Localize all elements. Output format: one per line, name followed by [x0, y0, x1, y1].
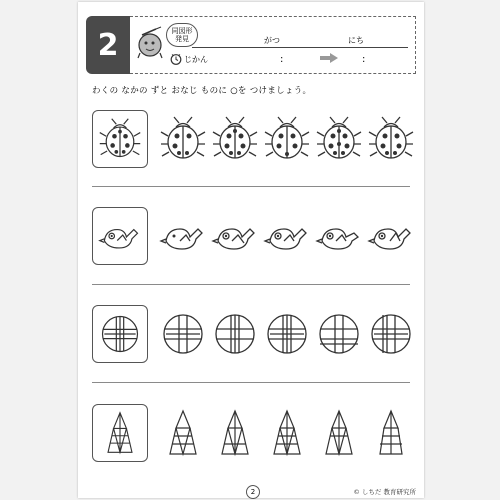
question-row-grid-circle [92, 305, 410, 365]
topic-badge-line1: 同図形 [171, 27, 193, 35]
month-label: がつ [264, 36, 280, 45]
ladybug-icon [366, 114, 416, 164]
question-row-bird [92, 207, 410, 267]
choice-tower-5[interactable] [366, 408, 416, 458]
choice-bird-4[interactable] [314, 211, 364, 261]
time-label: じかん [184, 55, 208, 64]
reference-frame [92, 404, 148, 462]
header-panel [130, 16, 416, 74]
bird-icon [314, 211, 364, 261]
choice-bird-3[interactable] [262, 211, 312, 261]
page-number: 2 [246, 485, 260, 499]
worksheet-header [86, 16, 416, 74]
reference-frame [92, 207, 148, 265]
bird-icon [97, 212, 143, 260]
worksheet-page [78, 2, 424, 498]
grid-circle-icon [210, 309, 260, 359]
grid-circle-icon [366, 309, 416, 359]
lesson-number: 2 [86, 16, 130, 74]
clock-icon [170, 53, 182, 65]
grid-circle-icon [158, 309, 208, 359]
ladybug-icon [314, 114, 364, 164]
choice-ladybug-2[interactable] [210, 114, 260, 164]
ladybug-icon [210, 114, 260, 164]
topic-badge-line2: 発見 [175, 35, 189, 43]
choice-ladybug-5[interactable] [366, 114, 416, 164]
choice-tower-3[interactable] [262, 408, 312, 458]
choice-tower-1[interactable] [158, 408, 208, 458]
reference-frame [92, 305, 148, 363]
reference-frame [92, 110, 148, 168]
choice-bird-5[interactable] [366, 211, 416, 261]
time-colon-1: : [280, 54, 284, 65]
mascot-icon [136, 25, 164, 59]
tower-icon [210, 408, 260, 458]
choice-ladybug-4[interactable] [314, 114, 364, 164]
day-label: にち [348, 36, 364, 45]
tower-icon [262, 408, 312, 458]
tower-icon [97, 409, 143, 457]
row-divider [92, 382, 410, 383]
choice-grid-circle-5[interactable] [366, 309, 416, 359]
row-divider [92, 186, 410, 187]
question-row-tower [92, 404, 410, 464]
choice-grid-circle-2[interactable] [210, 309, 260, 359]
copyright-text: © しちだ 教育研究所 [353, 488, 416, 496]
ladybug-icon [97, 115, 143, 163]
choice-ladybug-1[interactable] [158, 114, 208, 164]
ladybug-icon [158, 114, 208, 164]
choice-tower-2[interactable] [210, 408, 260, 458]
tower-icon [366, 408, 416, 458]
grid-circle-icon [262, 309, 312, 359]
question-row-ladybug [92, 110, 410, 170]
bird-icon [210, 211, 260, 261]
tower-icon [314, 408, 364, 458]
choice-bird-2[interactable] [210, 211, 260, 261]
row-divider [92, 284, 410, 285]
grid-circle-icon [97, 310, 143, 358]
choice-bird-1[interactable] [158, 211, 208, 261]
choice-grid-circle-4[interactable] [314, 309, 364, 359]
tower-icon [158, 408, 208, 458]
choice-tower-4[interactable] [314, 408, 364, 458]
topic-badge [166, 23, 198, 47]
choice-grid-circle-1[interactable] [158, 309, 208, 359]
arrow-right-icon [320, 53, 338, 63]
ladybug-icon [262, 114, 312, 164]
date-line [192, 47, 408, 48]
bird-icon [158, 211, 208, 261]
instruction-text: わくの なかの ずと おなじ ものに ○を つけましょう。 [92, 86, 312, 96]
bird-icon [262, 211, 312, 261]
choice-grid-circle-3[interactable] [262, 309, 312, 359]
bird-icon [366, 211, 416, 261]
time-colon-2: : [362, 54, 366, 65]
grid-circle-icon [314, 309, 364, 359]
choice-ladybug-3[interactable] [262, 114, 312, 164]
